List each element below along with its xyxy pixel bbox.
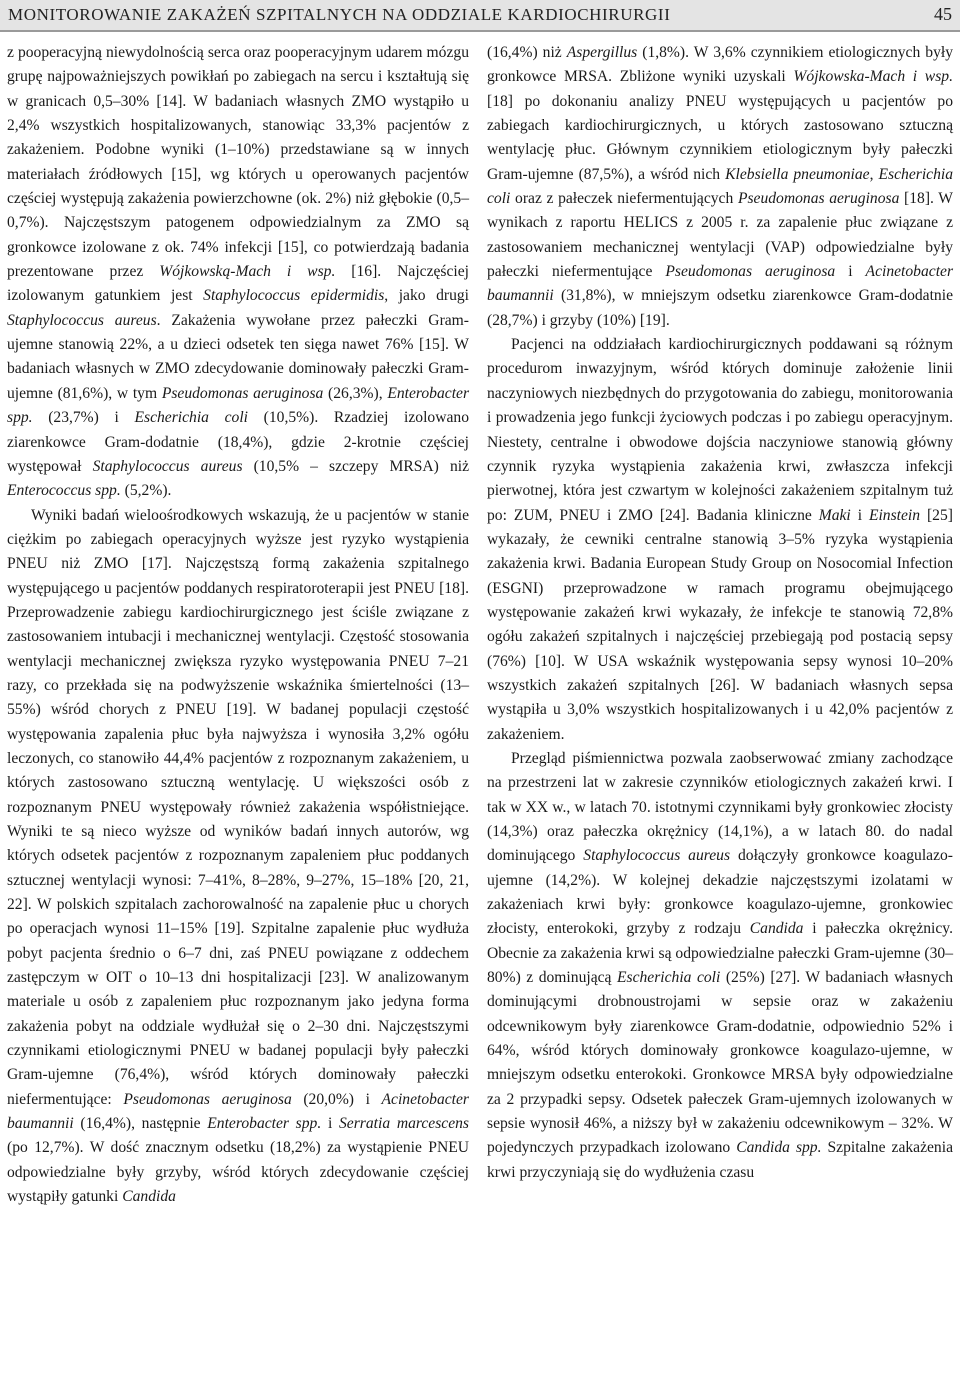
text-run: (16,4%) niż — [487, 44, 567, 61]
text-run: (5,2%). — [120, 482, 172, 500]
text-run: (20,0%) i — [291, 1090, 382, 1108]
text-run: z pooperacyjną niewydolnością serca oraz pooperacyjnym udarem mózgu grupę najpoważniejszych powikłań po zabiegach na sercu i kształtują się w granicach 0,5–30% [14]. W badaniach własnych ZMO wystąpiło u 2,4% wszystkich hospitalizowanych, stanowiąc 33,3% pacjentów z zakażeniem. Podobne wyniki (1–10%) przedstawiane są w innych materiałach źródłowych [15], wg których u operowanych pacjentów częściej występują zakażenia powierzchowne (ok. 2%) niż głębokie (0,5–0,7%). Najczęstszym patogenem odpowiedzialnym za ZMO są gronkowce izolowane z ok. 74% infekcji [15], co potwierdzają badania prezentowane przez — [7, 44, 469, 281]
text-run: [18] po dokonaniu analizy PNEU występujących u pacjentów po zabiegach kardiochirurgicznych, u których zastosowano sztuczną wentylację płuc. Głównym czynnikiem etiologicznym były pałeczki Gram-ujemne (87,5%), a wśród nich — [487, 92, 953, 183]
species-name: Pseudomonas aeruginosa — [737, 190, 900, 208]
text-run: (po 12,7%). W dość znacznym odsetku (18,2%) za wystąpienie PNEU odpowiedzialne były grzyby, wśród których zdecydowanie częściej wystąpiły gatunki — [7, 1139, 469, 1206]
text-run: Szpitalne zakażenia krwi przyczyniają się do wydłużenia czasu — [487, 1139, 953, 1181]
italic-run: Wójkowska-Mach i wsp. — [793, 68, 953, 86]
species-name: Staphylococcus aureus — [583, 847, 731, 865]
right-column — [487, 41, 953, 1185]
text-run: . Zakażenia wywołane przez pałeczki Gram-ujemne stanowią 22%, a u dzieci odsetek ten sięga nawet 76% [15]. W badaniach własnych w ZMO zdecydowanie dominowały pałeczki Gram-ujemne (81,6%), w tym — [7, 311, 470, 402]
running-title: MONITOROWANIE ZAKAŻEŃ SZPITALNYCH NA ODDZIALE KARDIOCHIRURGII — [8, 5, 671, 24]
italic-run: Maki — [818, 506, 851, 524]
text-run: , jako drugi — [384, 287, 470, 305]
italic-run: Einstein — [868, 506, 921, 524]
text-run: [25] wykazały, że cewniki centralne stanowią 3–5% ryzyka wystąpienia zakażenia krwi. Badania European Study Group on Nosocomial Infection (ESGNI) przeprowadzone w ramach programu obejmującego występowanie zakażeń krwi wykazały, że infekcje te stanowią 72,8% ogółu zakażeń szpitalnych i najczęściej przebiegają pod postacią sepsy (76%) [10]. W USA wskaźnik występowania sepsy wynosi 10–20% wszystkich zakażeń szpitalnych [26]. W badaniach własnych sepsa wystąpiła u 3,0% wszystkich hospitalizowanych i u 42,0% pacjentów z zakażeniem. — [487, 506, 953, 743]
species-name: Pseudomonas aeruginosa — [665, 263, 836, 281]
text-run: (16,4%), następnie — [73, 1115, 208, 1133]
paragraph — [487, 333, 953, 747]
text-run: [18]. W wynikach z raportu HELICS z 2005 r. za zapalenie płuc związane z zastosowaniem mechanicznej wentylacji (VAP) odpowiedzialne były pałeczki niefermentujące — [487, 190, 953, 281]
text-run: i — [835, 263, 866, 281]
species-name: Serratia marcescens — [339, 1115, 469, 1133]
species-name: Enterobacter spp. — [207, 1115, 322, 1133]
species-name: Aspergillus — [566, 44, 638, 61]
species-name: Candida spp. — [736, 1139, 822, 1157]
text-run: (10,5% – szczepy MRSA) niż — [242, 457, 469, 475]
species-name: Pseudomonas aeruginosa — [123, 1090, 292, 1108]
species-name: Candida — [749, 920, 804, 938]
species-name: Staphylococcus epidermidis — [203, 287, 385, 305]
species-name: Pseudomonas aeruginosa — [161, 384, 324, 402]
text-run: Przegląd piśmiennictwa pozwala zaobserwować zmiany zachodzące na przestrzeni lat w zakresie czynników etiologicznych zakażeń krwi. I tak w XX w., w latach 70. istotnymi czynnikami były gronkowiec złocisty (14,3%) oraz pałeczka okrężnicy (14,1%), a w latach 80. do nadal dominującego — [487, 749, 953, 865]
paragraph — [7, 504, 469, 1210]
species-name: Acinetobacter baumannii — [7, 1090, 469, 1133]
text-run: oraz z pałeczek niefermentujących — [510, 190, 738, 208]
text-run: (10,5%). Rzadziej izolowano ziarenkowce Gram-dodatnie (18,4%), gdzie 2-krotnie częściej występował — [7, 409, 470, 475]
species-name: Enterobacter spp. — [7, 384, 470, 427]
text-run: (23,7%) i — [32, 409, 135, 427]
species-name: Escherichia coli — [487, 165, 953, 208]
text-run: Wyniki badań wieloośrodkowych wskazują, że u pacjentów w stanie ciężkim po zabiegach operacyjnych wyższe jest ryzyko wystąpienia PNEU niż ZMO [17]. Najczęstszą formą zakażenia szpitalnego występującego u pacjentów poddanych respiratoroterapii jest PNEU [18]. Przeprowadzenie zabiegu kardiochirurgicznego jest ściśle związane z zastosowaniem intubacji i mechanicznej wentylacji. Częstość stosowania wentylacji mechanicznej zwiększa ryzyko występowania PNEU 7–21 razy, co przekłada się na podwyższenie wskaźnika śmiertelności (13–55%) wśród chorych z PNEU [19]. W badanej populacji częstość występowania zapalenia płuc była najwyższa i wynosiła 3,2% ogółu leczonych, co stanowiło 44,4% pacjentów z rozpoznanym zakażeniem, u których zastosowano sztuczną wentylację. U większości osób z rozpoznanym PNEU występowały również zakażenia współistniejące. Wyniki te są nieco wyższe od wyników badań innych autorów, wg których odsetek pacjentów z rozpoznanym zapaleniem płuc poddanych sztucznej wentylacji wynosi: 7–41%, 8–28%, 9–27%, 15–18% [20, 21, 22]. W polskich szpitalach zachorowalność na zapalenie płuc u chorych po operacjach wynosi 11–15% [19]. Szpitalne zapalenie płuc wydłuża pobyt pacjenta średnio o 6–7 dni, zaś PNEU powiązane z oddechem zastępczym w OIT o 10–13 dni hospitalizacji [23]. W analizowanym materiale u osób z zapaleniem płuc rozpoznanym jako jedyna forma zakażenia pobyt na oddziale wydłużał się o 2–30 dni. Najczęstszymi czynnikami etiologicznymi PNEU w badanej populacji były pałeczki Gram-ujemne (76,4%), wśród których dominowały pałeczki niefermentujące: — [7, 506, 469, 1108]
text-run: Pacjenci na oddziałach kardiochirurgicznych poddawani są różnym procedurom inwazyjnym, wśród których dominuje założenie linii naczyniowych niezbędnych do przygotowania do zabiegu, monitorowania i prowadzenia jego funkcji życiowych podczas i po zabiegu operacyjnym. Niestety, centralne i obwodowe dojścia naczyniowe stanowią główny czynnik ryzyka wystąpienia zakażenia krwi, zwłaszcza infekcji pierwotnej, która jest czwartym w kolejności zakażeniem szpitalnym tuż po: ZUM, PNEU i ZMO [24]. Badania kliniczne — [487, 336, 953, 524]
italic-run: Wójkowską-Mach i wsp. — [159, 263, 336, 281]
species-name: Klebsiella pneumoniae — [725, 165, 870, 183]
text-run: (26,3%), — [323, 384, 388, 402]
page-number: 45 — [934, 4, 952, 24]
species-name: Staphylococcus aureus — [92, 457, 243, 475]
text-run: [16]. Najczęściej izolowanym gatunkiem jest — [7, 263, 469, 305]
text-run: i — [321, 1115, 339, 1133]
text-run: (31,8%), w mniejszym odsetku ziarenkowce Gram-dodatnie (28,7%) i grzyby (10%) [19]. — [487, 287, 953, 329]
species-name: Acinetobacter baumannii — [487, 263, 954, 305]
text-run: , — [869, 165, 879, 183]
text-run: i pałeczka okrężnicy. Obecnie za zakażenia krwi są odpowiedzialne pałeczki Gram-ujemne (30–80%) z dominującą — [487, 920, 953, 987]
species-name: Enterococcus spp. — [7, 482, 121, 500]
text-run: dołączyły gronkowce koagulazo-ujemne (14,2%). W kolejnej dekadzie najczęstszymi izolatami w zakażeniach krwi były: gronkowce koagulazo-ujemne, gronkowiec złocisty, enterokoki, grzyby z rodzaju — [487, 847, 953, 938]
running-header — [0, 0, 960, 32]
species-name: Staphylococcus aureus — [7, 311, 157, 329]
species-name: Escherichia coli — [134, 409, 249, 427]
paragraph — [7, 41, 469, 504]
left-column — [7, 41, 469, 1210]
species-name: Candida — [122, 1188, 176, 1206]
text-run: i — [850, 506, 869, 524]
paragraph — [487, 41, 953, 333]
text-run: (1,8%). W 3,6% czynnikiem etiologicznych były gronkowce MRSA. Zbliżone wyniki uzyskali — [487, 44, 954, 86]
species-name: Escherichia coli — [616, 969, 721, 987]
paragraph — [487, 747, 953, 1185]
text-run: (25%) [27]. W badaniach własnych dominującymi drobnoustrojami w sepsie oraz w zakażeniu odcewnikowym były ziarenkowce Gram-dodatnie, odpowiednio 52% i 64%, wśród których dominowały gronkowce koagulazo-ujemne, w mniejszym odsetku enterokoki. Gronkowce MRSA były odpowiedzialne za 2 przypadki sepsy. Odsetek pałeczek Gram-ujemnych izolowanych w sepsie wynosił 46%, a niższy był w zakażeniu odcewnikowym – 32%. W pojedynczych przypadkach izolowano — [487, 969, 953, 1157]
